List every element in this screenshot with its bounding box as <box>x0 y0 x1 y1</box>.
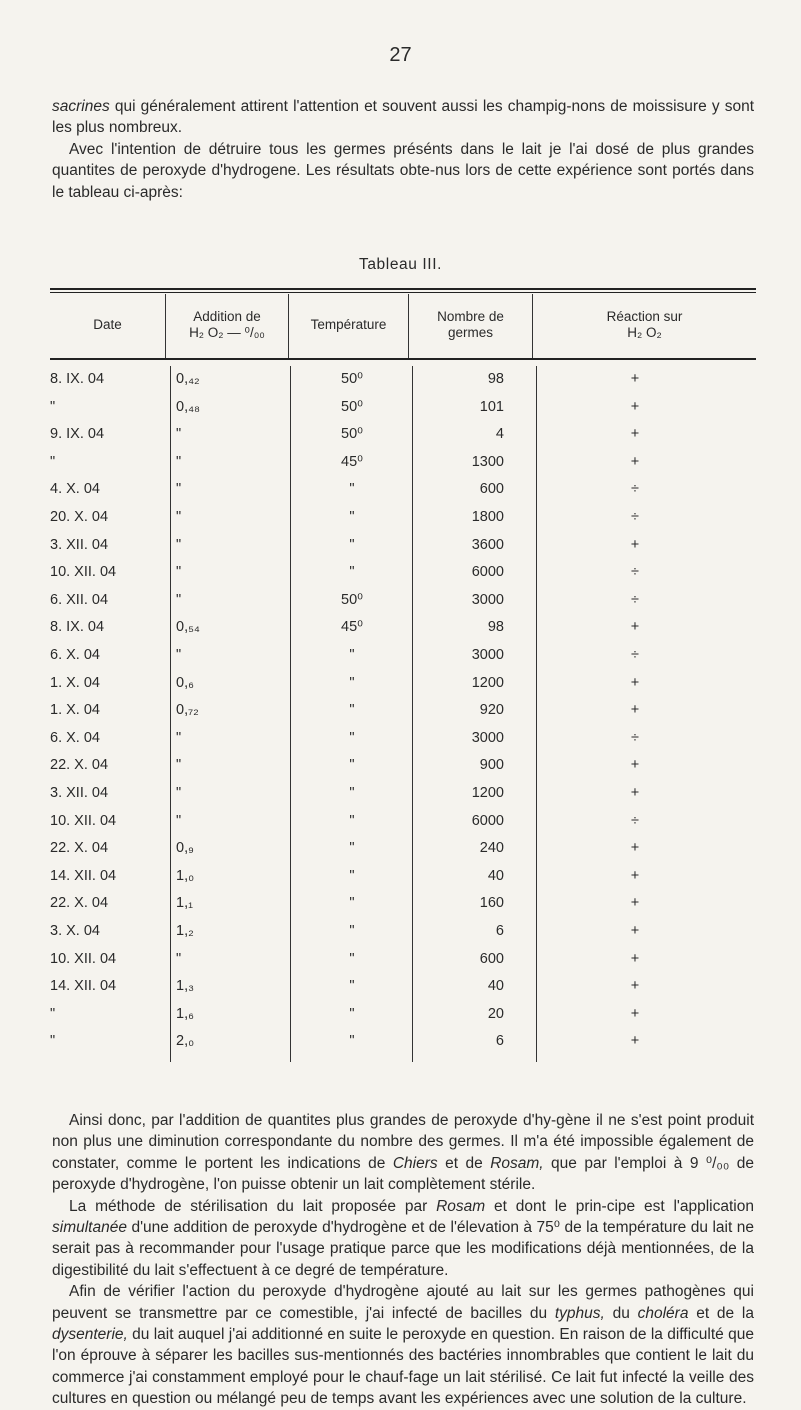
cell-date: 22. X. 04 <box>50 757 109 774</box>
cell-addition: 1,₂ <box>176 923 194 939</box>
cell-addition: 0,₄₈ <box>176 398 201 415</box>
body-text-run: La méthode de stérilisation du lait proposée par <box>69 1197 437 1215</box>
cell-addition: " <box>176 481 182 498</box>
cell-date: 3. X. 04 <box>50 923 100 939</box>
cell-reaction: + <box>630 674 640 691</box>
cell-date: 3. XII. 04 <box>50 536 109 553</box>
header-germes <box>409 298 532 352</box>
intro-text-1: qui généralement attirent l'attention et souvent aussi les champig-nons de moissisure y sont les plus nombreux. <box>52 98 754 137</box>
cell-date: 14. XII. 04 <box>50 978 117 995</box>
cell-date: " <box>50 398 56 415</box>
cell-addition: 0,₄₂ <box>176 371 200 387</box>
header-addition-line2: H₂ O₂ — ⁰/₀₀ <box>189 325 265 340</box>
cell-reaction: + <box>630 536 640 553</box>
table-top-rule-thin <box>50 292 756 293</box>
table-row <box>50 949 756 970</box>
cell-addition: 1,₃ <box>176 978 194 995</box>
cell-addition: " <box>176 564 182 581</box>
cell-date: 6. X. 04 <box>50 729 100 746</box>
cell-date: 6. X. 04 <box>50 647 100 663</box>
cell-temperature: 50⁰ <box>341 398 363 415</box>
cell-reaction: + <box>630 867 640 884</box>
cell-addition: " <box>176 509 182 525</box>
cell-reaction: + <box>630 453 640 470</box>
cell-temperature: " <box>349 536 355 553</box>
cell-germes: 920 <box>479 702 504 719</box>
cell-addition: 1,₀ <box>176 867 195 884</box>
table-row <box>50 921 756 942</box>
cell-temperature: " <box>349 729 355 746</box>
header-date-label: Date <box>93 317 122 332</box>
cell-temperature: " <box>349 481 355 498</box>
cell-reaction: ÷ <box>631 812 639 829</box>
intro-italic-word: sacrines <box>52 98 110 115</box>
cell-addition: 1,₁ <box>176 895 193 912</box>
cell-reaction: + <box>630 840 640 857</box>
table-row <box>50 397 756 418</box>
cell-reaction: + <box>630 950 640 967</box>
table-row <box>50 507 756 528</box>
table-top-rule <box>50 288 756 290</box>
cell-date: 8. IX. 04 <box>50 619 105 636</box>
cell-temperature: 50⁰ <box>341 591 363 608</box>
cell-germes: 98 <box>487 371 504 387</box>
cell-reaction: ÷ <box>631 481 639 498</box>
table-row <box>50 783 756 804</box>
author-chiers: Chiers <box>392 1154 438 1172</box>
cell-temperature: " <box>349 923 355 939</box>
cell-reaction: + <box>630 426 640 443</box>
cell-addition: 0,₅₄ <box>176 619 200 636</box>
cell-germes: 3000 <box>471 729 504 746</box>
cell-addition: " <box>176 812 182 829</box>
cell-germes: 6 <box>495 1033 504 1050</box>
table-row <box>50 452 756 473</box>
header-addition-line1: Addition de <box>193 309 261 324</box>
header-reaction <box>533 298 756 352</box>
term-typhus: typhus, <box>554 1304 605 1322</box>
cell-date: 22. X. 04 <box>50 895 109 912</box>
cell-germes: 3000 <box>471 647 504 663</box>
intro-paragraph-1 <box>52 96 754 139</box>
table-row <box>50 755 756 776</box>
cell-germes: 1200 <box>471 785 504 801</box>
cell-germes: 900 <box>479 757 504 774</box>
cell-germes: 3000 <box>471 591 504 608</box>
cell-germes: 600 <box>479 950 504 967</box>
table-row <box>50 838 756 859</box>
cell-temperature: 45⁰ <box>341 619 363 636</box>
cell-germes: 3600 <box>471 536 504 553</box>
cell-reaction: + <box>630 1005 640 1022</box>
table-row <box>50 1004 756 1025</box>
page-number: 27 <box>389 44 412 66</box>
cell-reaction: + <box>630 895 640 912</box>
cell-germes: 1200 <box>471 674 504 691</box>
cell-date: 10. XII. 04 <box>50 812 117 829</box>
cell-temperature: 50⁰ <box>341 426 363 443</box>
cell-temperature: " <box>349 674 355 691</box>
cell-germes: 40 <box>487 978 504 995</box>
cell-date: 9. IX. 04 <box>50 426 105 443</box>
cell-germes: 20 <box>487 1005 504 1022</box>
cell-germes: 1300 <box>471 453 504 470</box>
cell-date: 4. X. 04 <box>50 481 100 498</box>
results-table <box>50 288 756 1062</box>
body-text-run: Afin de vérifier l'action du peroxyde d'hydrogène ajouté au lait sur les germes pathogènes qui peuvent se transmettre par ce comestible, j'ai infecté de bacilles du <box>52 1283 754 1322</box>
cell-reaction: + <box>630 1033 640 1050</box>
author-rosam: Rosam <box>436 1197 486 1215</box>
table-row <box>50 866 756 887</box>
body-text-run: que par l'emploi à 9 ⁰/₀₀ de peroxyde d'hydrogène, l'on puisse obtenir un lait complètement stérile. <box>52 1154 754 1194</box>
cell-germes: 4 <box>495 426 504 443</box>
cell-date: 20. X. 04 <box>50 509 109 525</box>
term-cholera: choléra <box>637 1304 689 1322</box>
cell-germes: 98 <box>487 619 504 636</box>
body-paragraph-1 <box>52 1110 754 1196</box>
cell-reaction: + <box>630 757 640 774</box>
cell-reaction: + <box>630 619 640 636</box>
cell-date: " <box>50 453 56 470</box>
cell-temperature: " <box>349 812 355 829</box>
table-row <box>50 976 756 997</box>
cell-temperature: " <box>349 895 355 912</box>
cell-date: 3. XII. 04 <box>50 785 109 801</box>
emphasis-simultanee: simultanée <box>52 1219 127 1237</box>
cell-addition: " <box>176 950 182 967</box>
cell-temperature: 50⁰ <box>341 371 363 387</box>
header-temperature-label: Température <box>310 317 387 332</box>
header-temperature <box>289 298 408 352</box>
cell-addition: 2,₀ <box>176 1033 195 1050</box>
intro-text <box>52 96 754 203</box>
cell-date: 8. IX. 04 <box>50 371 105 387</box>
cell-addition: " <box>176 426 182 443</box>
body-text-run: du <box>604 1304 638 1322</box>
cell-germes: 101 <box>479 398 504 415</box>
table-row <box>50 700 756 721</box>
table-row <box>50 590 756 611</box>
cell-addition: " <box>176 785 182 801</box>
cell-germes: 1800 <box>471 509 504 525</box>
header-date <box>50 298 165 352</box>
body-text-run: d'une addition de peroxyde d'hydrogène et de l'élevation à 75⁰ de la température du lait ne serait pas à recommander pour l'usage pratique parce que les modifications déjà mentionnées, de la digestibilité du lait s'effectuent à ce degré de température. <box>52 1219 754 1279</box>
cell-date: 10. XII. 04 <box>50 950 117 967</box>
term-dysenterie: dysenterie, <box>52 1326 128 1344</box>
cell-date: 10. XII. 04 <box>50 564 117 581</box>
cell-reaction: ÷ <box>631 729 639 746</box>
table-row <box>50 811 756 832</box>
cell-germes: 600 <box>479 481 504 498</box>
table-row <box>50 424 756 445</box>
cell-reaction: ÷ <box>631 647 639 663</box>
table-caption: Tableau III. <box>358 256 443 273</box>
body-paragraph-3 <box>52 1281 754 1409</box>
header-germes-line2: germes <box>447 325 493 340</box>
cell-temperature: 45⁰ <box>341 453 363 470</box>
cell-reaction: ÷ <box>631 509 639 525</box>
table-row <box>50 369 756 390</box>
cell-temperature: " <box>349 867 355 884</box>
cell-addition: " <box>176 591 182 608</box>
cell-reaction: ÷ <box>631 564 639 581</box>
body-paragraph-2 <box>52 1196 754 1282</box>
cell-addition: " <box>176 536 182 553</box>
table-row <box>50 645 756 666</box>
table-row <box>50 1031 756 1052</box>
cell-date: 6. XII. 04 <box>50 591 109 608</box>
header-reaction-line2: H₂ O₂ <box>627 325 662 340</box>
body-text-run: et dont le prin-cipe est l'application <box>485 1197 754 1215</box>
table-row <box>50 728 756 749</box>
cell-temperature: " <box>349 757 355 774</box>
body-text-run: et de la <box>688 1304 754 1322</box>
header-germes-line1: Nombre de <box>437 309 504 324</box>
cell-temperature: " <box>349 564 355 581</box>
cell-addition: " <box>176 757 182 774</box>
table-row <box>50 893 756 914</box>
table-row <box>50 479 756 500</box>
cell-germes: 6000 <box>471 812 504 829</box>
table-header-rule <box>50 358 756 360</box>
cell-germes: 6000 <box>471 564 504 581</box>
cell-germes: 40 <box>487 867 504 884</box>
cell-reaction: + <box>630 978 640 995</box>
cell-temperature: " <box>349 1005 355 1022</box>
table-row <box>50 617 756 638</box>
body-text-run: Ainsi donc, par l'addition de quantites plus grandes de peroxyde d'hy-gène il ne s'est point produit non plus une diminution correspondante du nombre des germes. Il m'a été impossible également de constater, comme le portent les indications de <box>52 1112 754 1172</box>
cell-germes: 6 <box>495 923 504 939</box>
header-addition <box>166 298 288 352</box>
header-reaction-line1: Réaction sur <box>606 309 683 324</box>
body-text-run: du lait auquel j'ai additionné en suite le peroxyde en question. En raison de la difficulté que l'on éprouve à séparer les bacilles sus-mentionnés des bactéries innombrables que contient le lait du commerce j'ai constamment employé pour le chauf-fage un lait stérilisé. Ce lait fut infecté la veille des cultures en question ou mélangé peu de temps avant les expériences avec une solution de la culture. <box>52 1326 754 1408</box>
cell-date: " <box>50 1005 56 1022</box>
cell-addition: 0,₇₂ <box>176 702 199 719</box>
table-row <box>50 535 756 556</box>
cell-addition: 1,₆ <box>176 1005 194 1022</box>
cell-date: " <box>50 1033 56 1050</box>
cell-reaction: + <box>630 785 640 801</box>
cell-temperature: " <box>349 840 355 857</box>
cell-reaction: ÷ <box>631 591 639 608</box>
cell-temperature: " <box>349 509 355 525</box>
cell-germes: 240 <box>479 840 504 857</box>
cell-reaction: + <box>630 702 640 719</box>
cell-addition: 0,₆ <box>176 674 194 691</box>
body-text <box>52 1110 754 1410</box>
cell-temperature: " <box>349 702 355 719</box>
cell-addition: " <box>176 647 182 663</box>
cell-addition: 0,₉ <box>176 840 194 857</box>
table-row <box>50 562 756 583</box>
cell-reaction: + <box>630 923 640 939</box>
intro-paragraph-2: Avec l'intention de détruire tous les germes présénts dans le lait je l'ai dosé de plus grandes quantites de peroxyde d'hydrogene. Les résultats obte-nus lors de cette expérience sont portés dans le tableau ci-après: <box>52 140 754 201</box>
body-text-run: et de <box>437 1154 491 1172</box>
cell-date: 1. X. 04 <box>50 702 100 719</box>
cell-germes: 160 <box>479 895 504 912</box>
cell-temperature: " <box>349 647 355 663</box>
cell-temperature: " <box>349 978 355 995</box>
cell-reaction: + <box>630 398 640 415</box>
cell-date: 22. X. 04 <box>50 840 109 857</box>
cell-addition: " <box>176 453 182 470</box>
cell-date: 14. XII. 04 <box>50 867 117 884</box>
cell-temperature: " <box>349 950 355 967</box>
cell-reaction: + <box>630 371 640 387</box>
cell-temperature: " <box>349 785 355 801</box>
cell-addition: " <box>176 729 182 746</box>
cell-temperature: " <box>349 1033 355 1050</box>
author-rosam: Rosam, <box>490 1154 544 1172</box>
cell-date: 1. X. 04 <box>50 674 100 691</box>
table-row <box>50 673 756 694</box>
